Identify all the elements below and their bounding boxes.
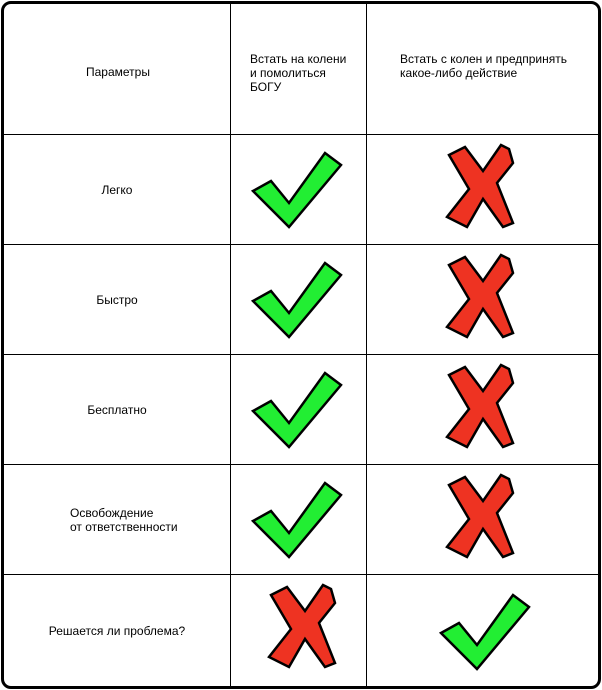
option2-cell	[367, 135, 598, 245]
option2-cell	[367, 575, 598, 686]
row-label-cell	[4, 135, 231, 245]
row-label: Решается ли проблема?	[48, 623, 186, 638]
option2-cell	[367, 245, 598, 355]
cross-icon	[445, 253, 521, 339]
header-parameters: Параметры	[86, 65, 150, 79]
row-label: Легко	[101, 182, 133, 197]
option1-cell	[231, 575, 367, 686]
option2-cell	[367, 355, 598, 465]
row-label: Быстро	[96, 292, 138, 307]
check-icon	[251, 151, 343, 229]
check-icon	[251, 261, 343, 339]
cross-icon	[445, 363, 521, 449]
check-icon	[439, 593, 531, 671]
header-option-pray: Встать на колени и помолиться БОГУ	[250, 52, 347, 94]
row-label: Освобождение от ответственности	[70, 505, 178, 534]
option2-cell	[367, 465, 598, 575]
check-icon	[251, 371, 343, 449]
row-label-cell	[4, 575, 231, 686]
row-label: Бесплатно	[87, 402, 147, 417]
option1-cell	[231, 465, 367, 575]
check-icon	[251, 481, 343, 559]
row-label-cell	[4, 465, 231, 575]
table-grid	[4, 4, 598, 686]
row-label-cell	[4, 245, 231, 355]
header-cell-option2	[367, 4, 598, 135]
option1-cell	[231, 245, 367, 355]
option1-cell	[231, 135, 367, 245]
header-cell-parameters	[4, 4, 231, 135]
cross-icon	[445, 143, 521, 229]
comparison-table	[1, 1, 601, 689]
header-cell-option1	[231, 4, 367, 135]
header-option-act: Встать с колен и предпринять какое-либо действие	[400, 52, 567, 80]
cross-icon	[267, 583, 343, 669]
cross-icon	[445, 473, 521, 559]
row-label-cell	[4, 355, 231, 465]
option1-cell	[231, 355, 367, 465]
